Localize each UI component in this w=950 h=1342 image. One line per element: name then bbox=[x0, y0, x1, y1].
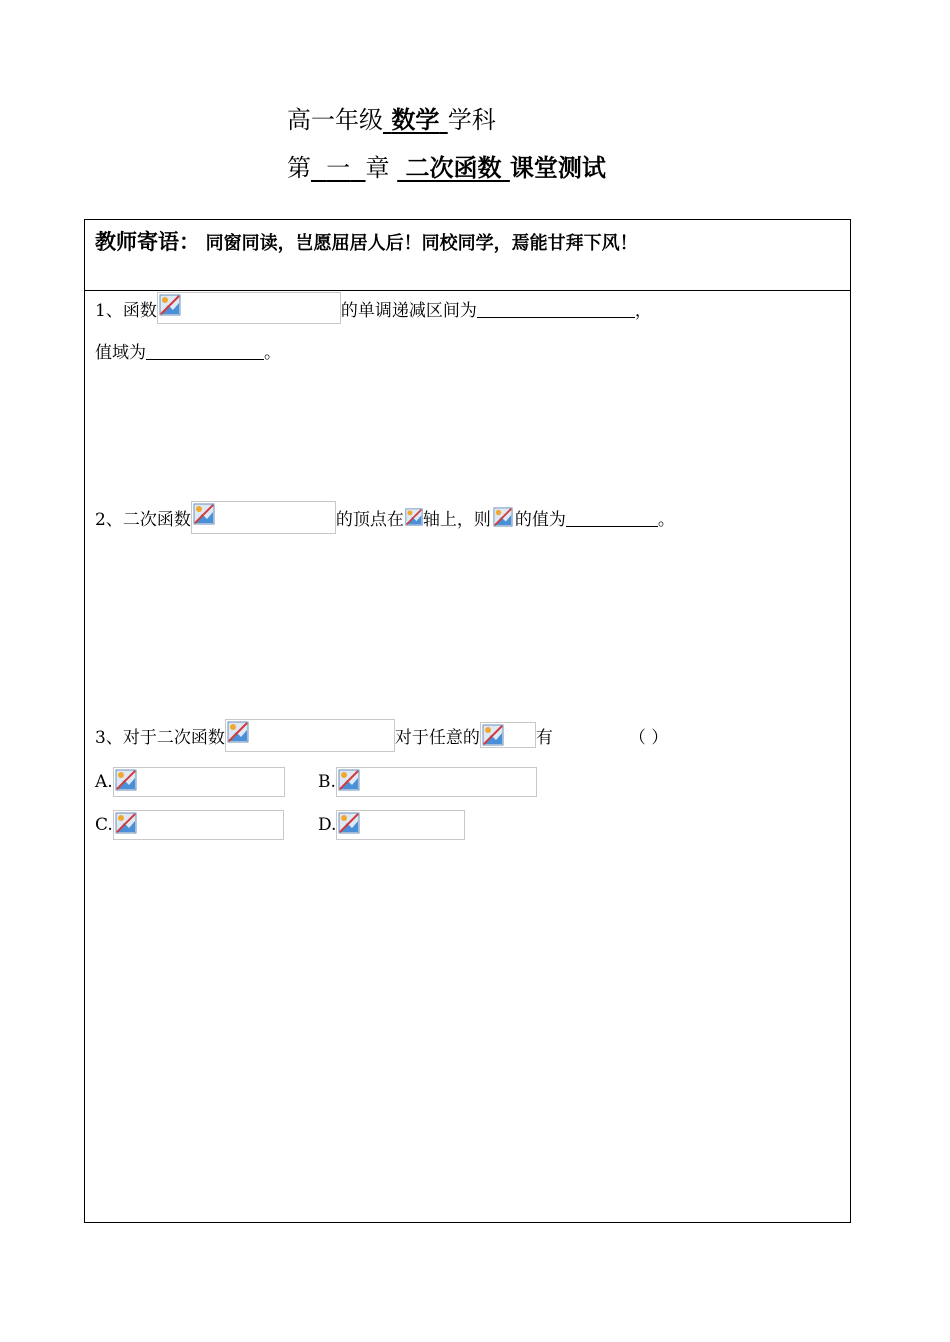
question-1: 1、函数 的单调递减区间为 ， bbox=[95, 292, 652, 324]
broken-image-icon bbox=[191, 501, 336, 534]
subject-field: 数学 bbox=[391, 106, 440, 134]
header-line-2: 第 一 章 二次函数 课堂测试 bbox=[287, 154, 606, 182]
broken-image-icon bbox=[113, 810, 284, 840]
divider bbox=[85, 290, 850, 291]
broken-image-icon bbox=[113, 767, 285, 797]
header-line-1 bbox=[287, 104, 496, 136]
topic-field: 二次函数 bbox=[405, 154, 502, 182]
broken-image-icon bbox=[404, 506, 423, 528]
option-c: C. bbox=[95, 810, 284, 840]
answer-blank bbox=[566, 508, 658, 527]
broken-image-icon bbox=[336, 767, 537, 797]
answer-blank bbox=[146, 341, 264, 360]
broken-image-icon bbox=[491, 506, 515, 528]
chapter-field: 一 bbox=[326, 154, 351, 182]
question-2: 2、二次函数 的顶点在 轴上，则 的值为 。 bbox=[95, 501, 675, 533]
answer-blank bbox=[477, 299, 635, 318]
answer-parentheses: （ ） bbox=[628, 727, 669, 748]
option-b: B. bbox=[318, 767, 537, 797]
worksheet-frame bbox=[84, 219, 851, 1223]
option-d: D. bbox=[318, 810, 465, 840]
broken-image-icon bbox=[336, 810, 465, 840]
question-3: 3、对于二次函数 对于任意的 有 （ ） bbox=[95, 719, 668, 751]
grade-label: 高一年级 bbox=[287, 106, 383, 134]
broken-image-icon bbox=[157, 292, 341, 324]
teacher-message-label: 教师寄语： bbox=[95, 230, 200, 254]
broken-image-icon bbox=[480, 722, 536, 748]
teacher-message-text: 同窗同读，岂愿屈居人后！同校同学，焉能甘拜下风！ bbox=[205, 233, 638, 254]
question-1-line-2: 值域为 。 bbox=[95, 342, 281, 363]
broken-image-icon bbox=[225, 719, 395, 752]
test-label: 课堂测试 bbox=[509, 154, 606, 182]
subject-label: 学科 bbox=[447, 106, 496, 134]
teacher-message bbox=[95, 226, 638, 256]
option-a: A. bbox=[95, 767, 285, 797]
